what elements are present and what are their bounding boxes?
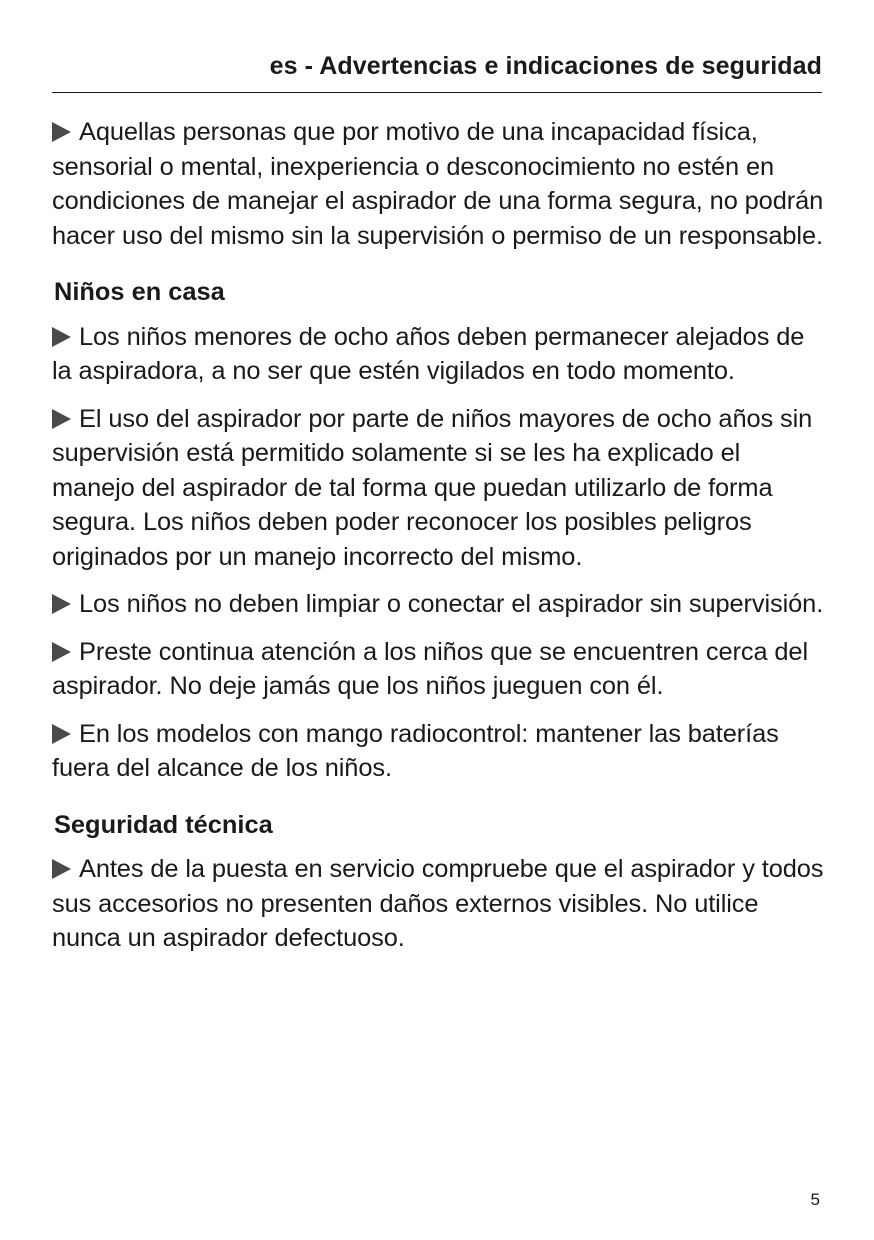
triangle-bullet-icon [52, 642, 71, 662]
paragraph-text: El uso del aspirador por parte de niños mayores de ocho años sin supervisión está permitido solamente si se les ha explicado el manejo del aspirador de tal forma que puedan utilizarlo de forma segura. Los niños deben poder reconocer los posibles peligros originados por un manejo incorrecto del mismo. [52, 404, 813, 571]
paragraph [52, 852, 827, 956]
paragraph-text: Antes de la puesta en servicio compruebe que el aspirador y todos sus accesorios no presenten daños externos visibles. No utilice nunca un aspirador defectuoso. [52, 855, 824, 952]
paragraph-text: En los modelos con mango radiocontrol: mantener las baterías fuera del alcance de los niños. [52, 719, 779, 782]
triangle-bullet-icon [52, 594, 71, 614]
paragraph [52, 587, 827, 622]
triangle-bullet-icon [52, 327, 71, 347]
header-title: es - Advertencias e indicaciones de seguridad [269, 52, 822, 80]
section-heading-children: Niños en casa [54, 278, 225, 306]
triangle-bullet-icon [52, 122, 71, 142]
paragraph [52, 115, 827, 253]
page-header [52, 52, 822, 93]
paragraph-text: Preste continua atención a los niños que se encuentren cerca del aspirador. No deje jamás que los niños jueguen con él. [52, 637, 808, 700]
triangle-bullet-icon [52, 859, 71, 879]
paragraph [52, 717, 827, 786]
section-heading-technical-safety: Seguridad técnica [54, 810, 273, 839]
page-number: 5 [810, 1190, 820, 1209]
paragraph [52, 402, 827, 575]
triangle-bullet-icon [52, 724, 71, 744]
triangle-bullet-icon [52, 409, 71, 429]
paragraph-text: Aquellas personas que por motivo de una incapacidad física, sensorial o mental, inexperiencia o desconocimiento no estén en condiciones de manejar el aspirador de una forma segura, no podrán hacer uso del mismo sin la supervisión o permiso de un responsable. [52, 118, 824, 250]
document-body [52, 115, 827, 969]
paragraph [52, 635, 827, 704]
paragraph-text: Los niños no deben limpiar o conectar el aspirador sin supervisión. [79, 590, 824, 618]
paragraph-text: Los niños menores de ocho años deben permanecer alejados de la aspiradora, a no ser que estén vigilados en todo momento. [52, 322, 805, 385]
paragraph [52, 320, 827, 389]
